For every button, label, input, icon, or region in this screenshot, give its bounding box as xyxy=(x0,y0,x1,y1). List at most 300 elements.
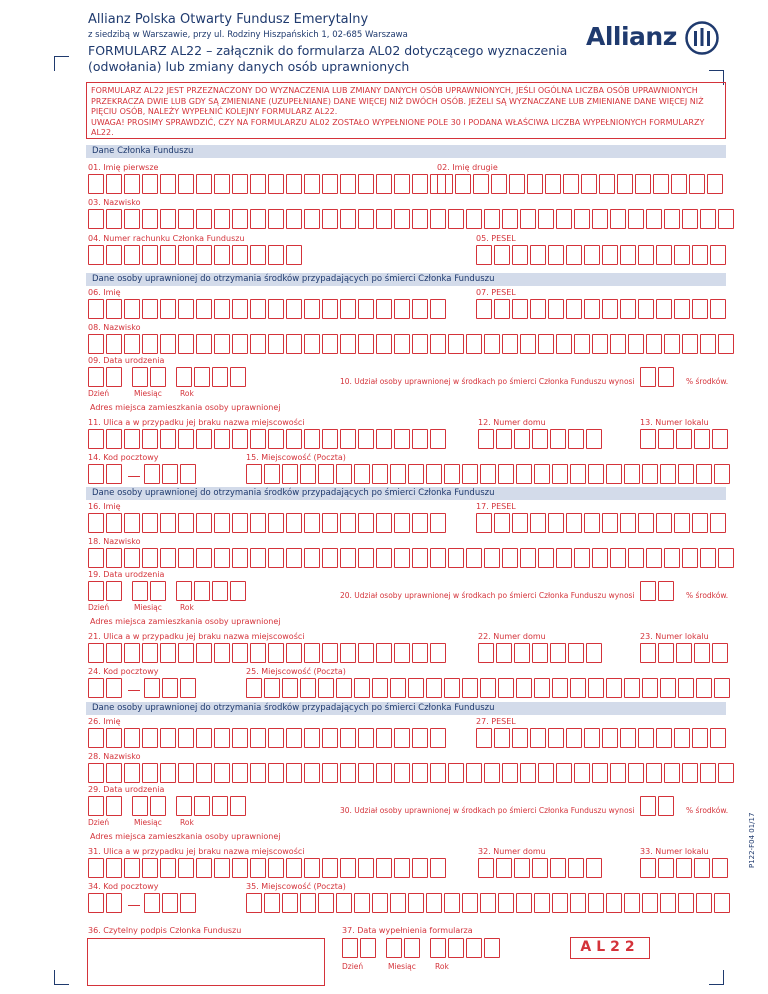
char-cell[interactable] xyxy=(194,796,210,816)
char-cell[interactable] xyxy=(502,334,518,354)
char-cell[interactable] xyxy=(230,581,246,601)
char-cell[interactable] xyxy=(88,334,104,354)
char-cell[interactable] xyxy=(646,209,662,229)
char-cell[interactable] xyxy=(178,299,194,319)
char-cell[interactable] xyxy=(484,334,500,354)
char-cell[interactable] xyxy=(268,334,284,354)
char-cell[interactable] xyxy=(232,334,248,354)
char-cell[interactable] xyxy=(250,334,266,354)
char-cell[interactable] xyxy=(88,796,104,816)
char-cell[interactable] xyxy=(304,174,320,194)
char-cell[interactable] xyxy=(196,429,212,449)
char-cell[interactable] xyxy=(142,858,158,878)
char-cell[interactable] xyxy=(494,245,510,265)
char-cell[interactable] xyxy=(142,334,158,354)
char-cell[interactable] xyxy=(106,796,122,816)
char-cell[interactable] xyxy=(566,245,582,265)
char-cell[interactable] xyxy=(304,513,320,533)
char-cell[interactable] xyxy=(286,174,302,194)
char-cell[interactable] xyxy=(340,334,356,354)
char-cell[interactable] xyxy=(646,763,662,783)
char-cell[interactable] xyxy=(354,678,370,698)
char-cell[interactable] xyxy=(264,464,280,484)
char-cell[interactable] xyxy=(180,893,196,913)
char-cell[interactable] xyxy=(162,464,178,484)
char-cell[interactable] xyxy=(640,858,656,878)
char-cell[interactable] xyxy=(160,513,176,533)
char-cell[interactable] xyxy=(640,796,656,816)
char-cell[interactable] xyxy=(340,174,356,194)
char-cell[interactable] xyxy=(286,548,302,568)
field-udzial[interactable] xyxy=(640,367,676,387)
char-cell[interactable] xyxy=(712,643,728,663)
char-cell[interactable] xyxy=(491,174,507,194)
char-cell[interactable] xyxy=(268,174,284,194)
char-cell[interactable] xyxy=(498,893,514,913)
char-cell[interactable] xyxy=(430,938,446,958)
char-cell[interactable] xyxy=(336,464,352,484)
char-cell[interactable] xyxy=(286,299,302,319)
char-cell[interactable] xyxy=(412,209,428,229)
char-cell[interactable] xyxy=(545,174,561,194)
char-cell[interactable] xyxy=(710,299,726,319)
char-cell[interactable] xyxy=(322,513,338,533)
char-cell[interactable] xyxy=(394,174,410,194)
field-imie[interactable] xyxy=(88,513,448,533)
char-cell[interactable] xyxy=(638,299,654,319)
char-cell[interactable] xyxy=(496,429,512,449)
field-imie-pierwsze[interactable] xyxy=(88,174,448,194)
char-cell[interactable] xyxy=(268,728,284,748)
char-cell[interactable] xyxy=(304,728,320,748)
char-cell[interactable] xyxy=(714,678,730,698)
char-cell[interactable] xyxy=(556,548,572,568)
char-cell[interactable] xyxy=(664,209,680,229)
char-cell[interactable] xyxy=(214,548,230,568)
char-cell[interactable] xyxy=(106,367,122,387)
char-cell[interactable] xyxy=(304,643,320,663)
char-cell[interactable] xyxy=(230,796,246,816)
char-cell[interactable] xyxy=(150,796,166,816)
field-nazwisko[interactable] xyxy=(88,209,736,229)
char-cell[interactable] xyxy=(232,763,248,783)
char-cell[interactable] xyxy=(556,334,572,354)
field-numer-domu[interactable] xyxy=(478,429,604,449)
char-cell[interactable] xyxy=(322,299,338,319)
char-cell[interactable] xyxy=(336,893,352,913)
field-imie-drugie[interactable] xyxy=(437,174,725,194)
char-cell[interactable] xyxy=(534,893,550,913)
char-cell[interactable] xyxy=(106,429,122,449)
char-cell[interactable] xyxy=(430,858,446,878)
char-cell[interactable] xyxy=(264,678,280,698)
char-cell[interactable] xyxy=(286,245,302,265)
char-cell[interactable] xyxy=(178,209,194,229)
char-cell[interactable] xyxy=(480,893,496,913)
char-cell[interactable] xyxy=(664,548,680,568)
char-cell[interactable] xyxy=(694,429,710,449)
char-cell[interactable] xyxy=(88,209,104,229)
char-cell[interactable] xyxy=(376,513,392,533)
char-cell[interactable] xyxy=(194,581,210,601)
char-cell[interactable] xyxy=(354,893,370,913)
char-cell[interactable] xyxy=(394,429,410,449)
char-cell[interactable] xyxy=(520,548,536,568)
char-cell[interactable] xyxy=(692,299,708,319)
char-cell[interactable] xyxy=(304,429,320,449)
char-cell[interactable] xyxy=(88,245,104,265)
char-cell[interactable] xyxy=(599,174,615,194)
char-cell[interactable] xyxy=(360,938,376,958)
char-cell[interactable] xyxy=(106,513,122,533)
char-cell[interactable] xyxy=(106,678,122,698)
char-cell[interactable] xyxy=(412,299,428,319)
char-cell[interactable] xyxy=(658,858,674,878)
char-cell[interactable] xyxy=(142,513,158,533)
char-cell[interactable] xyxy=(658,367,674,387)
char-cell[interactable] xyxy=(448,763,464,783)
char-cell[interactable] xyxy=(556,763,572,783)
char-cell[interactable] xyxy=(176,367,192,387)
char-cell[interactable] xyxy=(88,728,104,748)
char-cell[interactable] xyxy=(304,548,320,568)
char-cell[interactable] xyxy=(394,643,410,663)
char-cell[interactable] xyxy=(372,678,388,698)
char-cell[interactable] xyxy=(214,334,230,354)
char-cell[interactable] xyxy=(588,678,604,698)
char-cell[interactable] xyxy=(430,728,446,748)
field-numer-lokalu[interactable] xyxy=(640,643,730,663)
char-cell[interactable] xyxy=(88,429,104,449)
char-cell[interactable] xyxy=(142,245,158,265)
char-cell[interactable] xyxy=(473,174,489,194)
char-cell[interactable] xyxy=(674,245,690,265)
char-cell[interactable] xyxy=(142,299,158,319)
char-cell[interactable] xyxy=(664,763,680,783)
char-cell[interactable] xyxy=(132,367,148,387)
char-cell[interactable] xyxy=(124,174,140,194)
signature-box[interactable] xyxy=(87,938,325,986)
char-cell[interactable] xyxy=(412,429,428,449)
char-cell[interactable] xyxy=(602,513,618,533)
char-cell[interactable] xyxy=(196,513,212,533)
char-cell[interactable] xyxy=(144,678,160,698)
char-cell[interactable] xyxy=(642,464,658,484)
char-cell[interactable] xyxy=(660,893,676,913)
char-cell[interactable] xyxy=(476,299,492,319)
char-cell[interactable] xyxy=(592,334,608,354)
char-cell[interactable] xyxy=(530,245,546,265)
char-cell[interactable] xyxy=(376,334,392,354)
char-cell[interactable] xyxy=(412,548,428,568)
char-cell[interactable] xyxy=(638,728,654,748)
char-cell[interactable] xyxy=(548,728,564,748)
char-cell[interactable] xyxy=(514,429,530,449)
char-cell[interactable] xyxy=(376,429,392,449)
char-cell[interactable] xyxy=(124,513,140,533)
char-cell[interactable] xyxy=(498,678,514,698)
char-cell[interactable] xyxy=(674,728,690,748)
char-cell[interactable] xyxy=(282,893,298,913)
char-cell[interactable] xyxy=(304,209,320,229)
char-cell[interactable] xyxy=(250,174,266,194)
char-cell[interactable] xyxy=(358,299,374,319)
char-cell[interactable] xyxy=(88,367,104,387)
char-cell[interactable] xyxy=(88,548,104,568)
char-cell[interactable] xyxy=(232,299,248,319)
char-cell[interactable] xyxy=(412,858,428,878)
char-cell[interactable] xyxy=(538,548,554,568)
char-cell[interactable] xyxy=(340,209,356,229)
char-cell[interactable] xyxy=(516,464,532,484)
char-cell[interactable] xyxy=(250,643,266,663)
char-cell[interactable] xyxy=(586,643,602,663)
char-cell[interactable] xyxy=(232,174,248,194)
char-cell[interactable] xyxy=(196,334,212,354)
char-cell[interactable] xyxy=(106,464,122,484)
char-cell[interactable] xyxy=(88,678,104,698)
char-cell[interactable] xyxy=(610,334,626,354)
char-cell[interactable] xyxy=(376,643,392,663)
char-cell[interactable] xyxy=(124,429,140,449)
char-cell[interactable] xyxy=(710,513,726,533)
char-cell[interactable] xyxy=(658,581,674,601)
char-cell[interactable] xyxy=(552,678,568,698)
char-cell[interactable] xyxy=(180,678,196,698)
char-cell[interactable] xyxy=(132,796,148,816)
char-cell[interactable] xyxy=(592,763,608,783)
char-cell[interactable] xyxy=(250,763,266,783)
char-cell[interactable] xyxy=(232,513,248,533)
char-cell[interactable] xyxy=(624,464,640,484)
char-cell[interactable] xyxy=(534,464,550,484)
char-cell[interactable] xyxy=(142,763,158,783)
char-cell[interactable] xyxy=(286,728,302,748)
char-cell[interactable] xyxy=(570,893,586,913)
char-cell[interactable] xyxy=(602,299,618,319)
char-cell[interactable] xyxy=(512,513,528,533)
char-cell[interactable] xyxy=(430,209,446,229)
char-cell[interactable] xyxy=(610,548,626,568)
char-cell[interactable] xyxy=(430,513,446,533)
char-cell[interactable] xyxy=(106,548,122,568)
field-ulica[interactable] xyxy=(88,643,448,663)
char-cell[interactable] xyxy=(568,858,584,878)
char-cell[interactable] xyxy=(340,429,356,449)
char-cell[interactable] xyxy=(160,174,176,194)
char-cell[interactable] xyxy=(676,858,692,878)
char-cell[interactable] xyxy=(566,299,582,319)
char-cell[interactable] xyxy=(718,548,734,568)
char-cell[interactable] xyxy=(196,763,212,783)
char-cell[interactable] xyxy=(394,513,410,533)
char-cell[interactable] xyxy=(214,728,230,748)
char-cell[interactable] xyxy=(692,728,708,748)
char-cell[interactable] xyxy=(106,174,122,194)
char-cell[interactable] xyxy=(610,209,626,229)
char-cell[interactable] xyxy=(300,678,316,698)
char-cell[interactable] xyxy=(88,581,104,601)
char-cell[interactable] xyxy=(638,245,654,265)
char-cell[interactable] xyxy=(584,245,600,265)
char-cell[interactable] xyxy=(196,209,212,229)
char-cell[interactable] xyxy=(430,763,446,783)
char-cell[interactable] xyxy=(620,299,636,319)
char-cell[interactable] xyxy=(676,643,692,663)
char-cell[interactable] xyxy=(502,209,518,229)
char-cell[interactable] xyxy=(455,174,471,194)
char-cell[interactable] xyxy=(484,209,500,229)
char-cell[interactable] xyxy=(664,334,680,354)
char-cell[interactable] xyxy=(532,643,548,663)
char-cell[interactable] xyxy=(656,728,672,748)
char-cell[interactable] xyxy=(196,643,212,663)
char-cell[interactable] xyxy=(232,209,248,229)
char-cell[interactable] xyxy=(478,858,494,878)
char-cell[interactable] xyxy=(394,548,410,568)
char-cell[interactable] xyxy=(178,513,194,533)
char-cell[interactable] xyxy=(628,763,644,783)
char-cell[interactable] xyxy=(230,367,246,387)
char-cell[interactable] xyxy=(106,728,122,748)
char-cell[interactable] xyxy=(342,938,358,958)
char-cell[interactable] xyxy=(437,174,453,194)
char-cell[interactable] xyxy=(620,513,636,533)
char-cell[interactable] xyxy=(520,334,536,354)
char-cell[interactable] xyxy=(212,581,228,601)
char-cell[interactable] xyxy=(530,513,546,533)
char-cell[interactable] xyxy=(466,334,482,354)
char-cell[interactable] xyxy=(124,858,140,878)
char-cell[interactable] xyxy=(624,893,640,913)
char-cell[interactable] xyxy=(142,174,158,194)
char-cell[interactable] xyxy=(322,763,338,783)
char-cell[interactable] xyxy=(620,245,636,265)
char-cell[interactable] xyxy=(160,209,176,229)
field-data-urodzenia[interactable] xyxy=(88,367,248,387)
char-cell[interactable] xyxy=(214,174,230,194)
char-cell[interactable] xyxy=(394,763,410,783)
char-cell[interactable] xyxy=(88,643,104,663)
char-cell[interactable] xyxy=(678,893,694,913)
char-cell[interactable] xyxy=(268,299,284,319)
char-cell[interactable] xyxy=(478,643,494,663)
char-cell[interactable] xyxy=(552,893,568,913)
char-cell[interactable] xyxy=(322,334,338,354)
char-cell[interactable] xyxy=(88,174,104,194)
char-cell[interactable] xyxy=(142,548,158,568)
char-cell[interactable] xyxy=(556,209,572,229)
char-cell[interactable] xyxy=(700,334,716,354)
char-cell[interactable] xyxy=(264,893,280,913)
char-cell[interactable] xyxy=(246,893,262,913)
char-cell[interactable] xyxy=(689,174,705,194)
char-cell[interactable] xyxy=(322,643,338,663)
char-cell[interactable] xyxy=(516,893,532,913)
char-cell[interactable] xyxy=(340,299,356,319)
char-cell[interactable] xyxy=(642,678,658,698)
char-cell[interactable] xyxy=(696,464,712,484)
char-cell[interactable] xyxy=(710,245,726,265)
char-cell[interactable] xyxy=(426,464,442,484)
char-cell[interactable] xyxy=(628,334,644,354)
char-cell[interactable] xyxy=(196,245,212,265)
char-cell[interactable] xyxy=(426,893,442,913)
char-cell[interactable] xyxy=(496,858,512,878)
char-cell[interactable] xyxy=(376,858,392,878)
char-cell[interactable] xyxy=(584,299,600,319)
char-cell[interactable] xyxy=(696,678,712,698)
char-cell[interactable] xyxy=(144,464,160,484)
char-cell[interactable] xyxy=(628,548,644,568)
char-cell[interactable] xyxy=(660,464,676,484)
char-cell[interactable] xyxy=(658,429,674,449)
char-cell[interactable] xyxy=(678,678,694,698)
char-cell[interactable] xyxy=(606,464,622,484)
char-cell[interactable] xyxy=(640,367,656,387)
field-data-urodzenia[interactable] xyxy=(88,581,248,601)
char-cell[interactable] xyxy=(700,763,716,783)
char-cell[interactable] xyxy=(124,334,140,354)
char-cell[interactable] xyxy=(160,728,176,748)
field-udzial[interactable] xyxy=(640,796,676,816)
char-cell[interactable] xyxy=(581,174,597,194)
char-cell[interactable] xyxy=(212,796,228,816)
char-cell[interactable] xyxy=(160,763,176,783)
char-cell[interactable] xyxy=(692,513,708,533)
char-cell[interactable] xyxy=(88,763,104,783)
char-cell[interactable] xyxy=(322,548,338,568)
char-cell[interactable] xyxy=(142,643,158,663)
char-cell[interactable] xyxy=(574,548,590,568)
char-cell[interactable] xyxy=(268,643,284,663)
char-cell[interactable] xyxy=(196,548,212,568)
char-cell[interactable] xyxy=(322,728,338,748)
char-cell[interactable] xyxy=(642,893,658,913)
char-cell[interactable] xyxy=(566,513,582,533)
char-cell[interactable] xyxy=(538,209,554,229)
field-numer-lokalu[interactable] xyxy=(640,858,730,878)
char-cell[interactable] xyxy=(394,299,410,319)
char-cell[interactable] xyxy=(658,643,674,663)
char-cell[interactable] xyxy=(566,728,582,748)
field-pesel[interactable] xyxy=(476,299,728,319)
char-cell[interactable] xyxy=(376,548,392,568)
char-cell[interactable] xyxy=(250,548,266,568)
char-cell[interactable] xyxy=(568,429,584,449)
char-cell[interactable] xyxy=(480,464,496,484)
char-cell[interactable] xyxy=(358,728,374,748)
char-cell[interactable] xyxy=(150,581,166,601)
char-cell[interactable] xyxy=(640,581,656,601)
field-miejscowosc[interactable] xyxy=(246,678,732,698)
char-cell[interactable] xyxy=(340,643,356,663)
char-cell[interactable] xyxy=(214,299,230,319)
char-cell[interactable] xyxy=(322,429,338,449)
char-cell[interactable] xyxy=(88,464,104,484)
char-cell[interactable] xyxy=(376,209,392,229)
char-cell[interactable] xyxy=(512,728,528,748)
char-cell[interactable] xyxy=(692,245,708,265)
char-cell[interactable] xyxy=(106,299,122,319)
char-cell[interactable] xyxy=(232,858,248,878)
field-ulica[interactable] xyxy=(88,429,448,449)
char-cell[interactable] xyxy=(178,728,194,748)
char-cell[interactable] xyxy=(484,763,500,783)
char-cell[interactable] xyxy=(671,174,687,194)
char-cell[interactable] xyxy=(538,334,554,354)
char-cell[interactable] xyxy=(602,245,618,265)
